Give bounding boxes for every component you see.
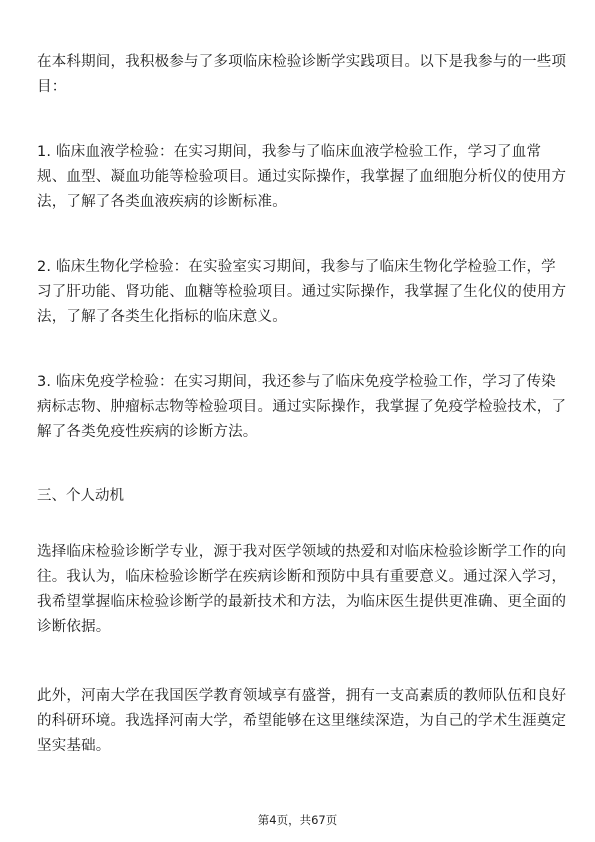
- paragraph-item-2: 2. 临床生物化学检验：在实验室实习期间，我参与了临床生物化学检验工作，学习了肝功能、肾功能、血糖等检验项目。通过实际操作，我掌握了生化仪的使用方法，了解了各类生化指标的临床意义。: [37, 259, 567, 325]
- paragraph-motivation-1: 选择临床检验诊断学专业，源于我对医学领域的热爱和对临床检验诊断学工作的向往。我认为，临床检验诊断学在疾病诊断和预防中具有重要意义。通过深入学习，我希望掌握临床检验诊断学的最新技术和方法，为临床医生提供更准确、更全面的诊断依据。: [37, 544, 567, 635]
- page-number-footer: 第4页，共67页: [257, 813, 338, 827]
- paragraph-intro: 在本科期间，我积极参与了多项临床检验诊断学实践项目。以下是我参与的一些项目：: [37, 54, 567, 95]
- paragraph-item-1: 1. 临床血液学检验：在实习期间，我参与了临床血液学检验工作，学习了血常规、血型、凝血功能等检验项目。通过实际操作，我掌握了血细胞分析仪的使用方法，了解了各类血液疾病的诊断标准。: [37, 144, 567, 210]
- section-heading: 三、个人动机: [37, 488, 124, 504]
- paragraph-motivation-2: 此外，河南大学在我国医学教育领域享有盛誉，拥有一支高素质的教师队伍和良好的科研环境。我选择河南大学，希望能够在这里继续深造，为自己的学术生涯奠定坚实基础。: [37, 688, 567, 754]
- paragraph-item-3: 3. 临床免疫学检验：在实习期间，我还参与了临床免疫学检验工作，学习了传染病标志物、肿瘤标志物等检验项目。通过实际操作，我掌握了免疫学检验技术，了解了各类免疫性疾病的诊断方法。: [37, 374, 567, 440]
